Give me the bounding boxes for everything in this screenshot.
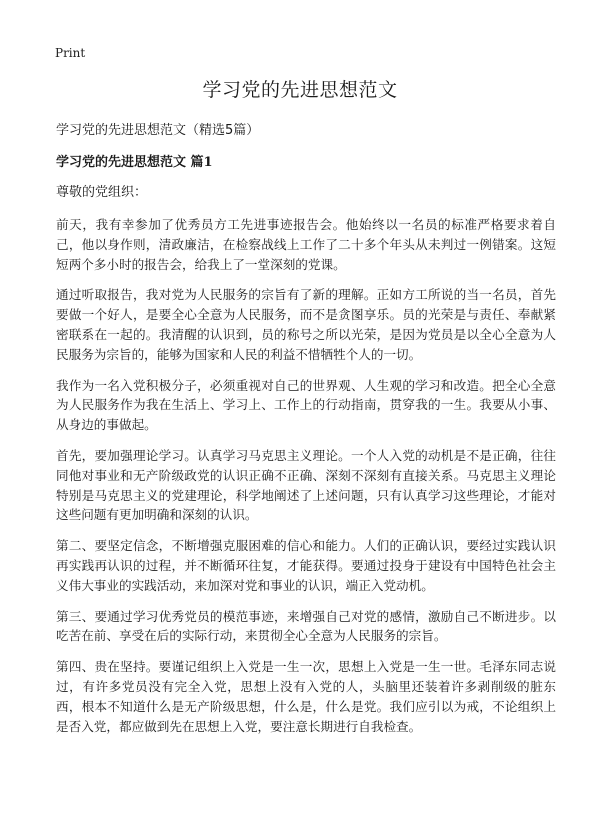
document-subtitle: 学习党的先进思想范文（精选5篇） [56,123,260,138]
paragraph: 通过听取报告，我对党为人民服务的宗旨有了新的理解。正如方工所说的当一名员，首先要做一个好人，是要全心全意为人民服务，而不是贪图享乐。员的光荣是与责任、奉献紧密联系在一起的。我清醒的认识到，员的称号之所以光荣，是因为党员是以全心全意为人民服务为宗旨的，能够为国家和人民的利益不惜牺牲个人的一切。 [56,287,556,362]
paragraph: 我作为一名入党积极分子，必须重视对自己的世界观、人生观的学习和改造。把全心全意为人民服务作为我在生活上、学习上、工作上的行动指南，贯穿我的一生。我要从小事、从身边的事做起。 [56,377,556,433]
print-link[interactable]: Print [55,46,86,60]
paragraph: 第二、要坚定信念，不断增强克服困难的信心和能力。人们的正确认识，要经过实践认识再实践再认识的过程，并不断循环往复，才能获得。要通过投身于建设有中国特色社会主义伟大事业的实践活动，来加深对党和事业的认识，端正入党动机。 [56,538,556,593]
document-title: 学习党的先进思想范文 [202,79,398,101]
section-heading: 学习党的先进思想范文 篇1 [56,155,213,170]
salutation: 尊敬的党组织： [56,185,148,200]
paragraph: 首先，要加强理论学习。认真学习马克思主义理论。一个人入党的动机是不是正确，往往同他对事业和无产阶级政党的认识正确不正确、深刻不深刻有直接关系。马克思主义理论特别是马克思主义的党建理论，科学地阐述了上述问题，只有认真学习这些理论，才能对这些问题有更加明确和深刻的认识。 [56,447,556,523]
paragraph: 第四、贵在坚持。要谨记组织上入党是一生一次，思想上入党是一生一世。毛泽东同志说过，有许多党员没有完全入党，思想上没有入党的人，头脑里还装着许多剥削级的脏东西，根本不知道什么是无产阶级思想，什么是，什么是党。我们应引以为戒，不论组织上是否入党，都应做到先在思想上入党，要注意长期进行自我检查。 [56,659,556,734]
paragraph: 前天，我有幸参加了优秀员方工先进事迹报告会。他始终以一名员的标准严格要求着自己，他以身作则，清政廉洁，在检察战线上工作了二十多个年头从未判过一例错案。这短短两个多小时的报告会，给我上了一堂深刻的党课。 [56,217,556,272]
paragraph: 第三、要通过学习优秀党员的模范事迹，来增强自己对党的感情，激励自己不断进步。以吃苦在前、享受在后的实际行动，来贯彻全心全意为人民服务的宗旨。 [56,608,556,644]
document-body [56,121,556,747]
